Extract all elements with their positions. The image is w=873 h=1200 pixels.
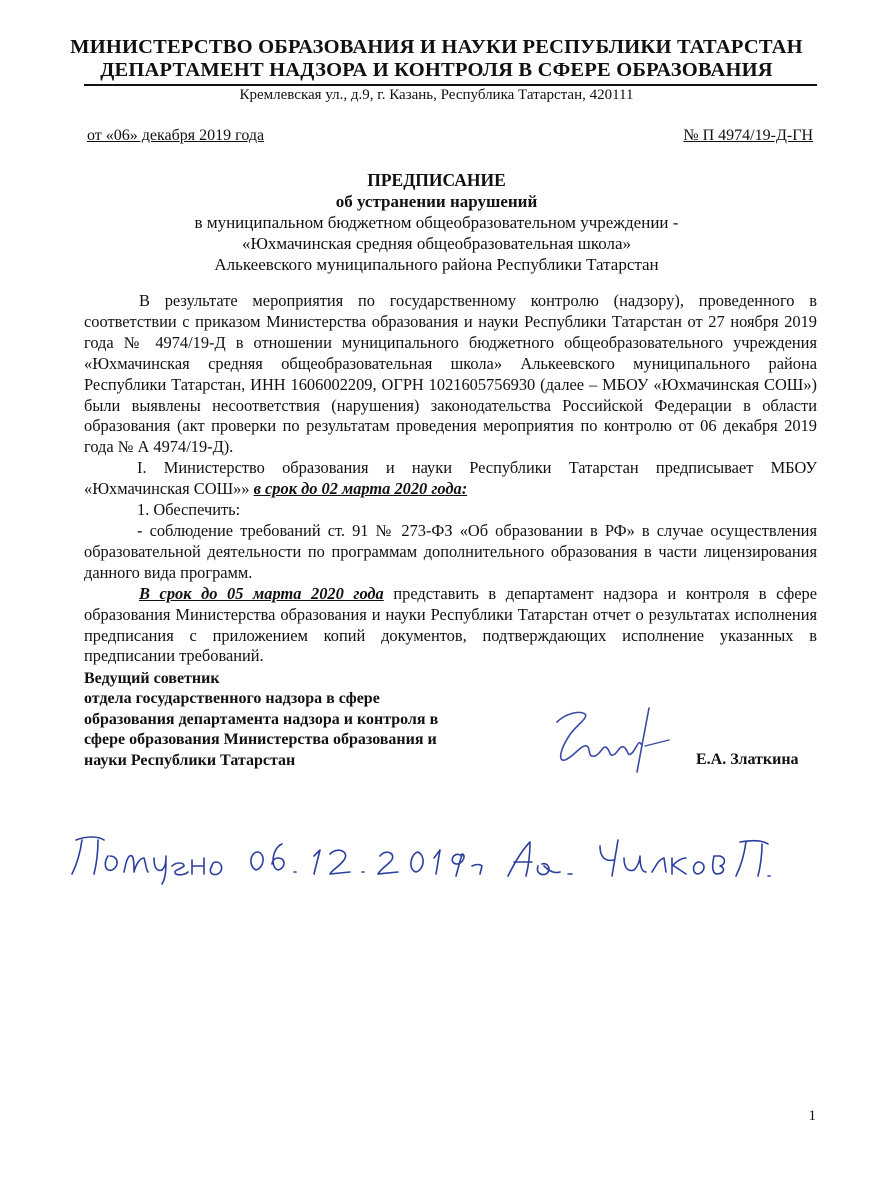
header-address: Кремлевская ул., д.9, г. Казань, Республика Татарстан, 420111 xyxy=(239,87,634,103)
page-number: 1 xyxy=(808,1108,816,1124)
body-paragraph-report xyxy=(84,584,817,668)
ministry-heading: МИНИСТЕРСТВО ОБРАЗОВАНИЯ И НАУКИ РЕСПУБЛИКИ ТАТАРСТАН xyxy=(70,36,803,58)
order-deadline: в срок до 02 марта 2020 года: xyxy=(253,479,468,499)
body-paragraph-inspection: В результате мероприятия по государственному контролю (надзору), проведенного в соответствии с приказом Министерства образования и науки Республики Татарстан от 27 ноября 2019 года № 4974/19-Д в отношении муниципального бюджетного общеобразовательного учреждения «Юхмачинская средняя общеобразовательная школа» Алькеевского муниципального района Республики Татарстан, ИНН 1606002209, ОГРН 1021605756930 (далее – МБОУ «Юхмачинская СОШ») были выявлены несоответствия (нарушения) законодательства Российской Федерации в области образования (акт проверки по результатам проведения мероприятия по контролю от 06 декабря 2019 года № А 4974/19-Д). xyxy=(84,291,817,457)
body-paragraph-order xyxy=(84,458,817,500)
signer-position-line: отдела государственного надзора в сфере xyxy=(84,690,380,708)
document-subtitle: об устранении нарушений xyxy=(335,192,538,211)
handwritten-received-note xyxy=(68,826,778,886)
signer-position xyxy=(84,669,504,771)
report-deadline: В срок до 05 марта 2020 года xyxy=(139,583,384,603)
report-text: представить в департамент надзора и контроля в сфере образования Министерства образования и науки Республики Татарстан отчет о результатах исполнения предписания с приложением копий документов, подтверждающих исполнение указанных в предписании требований. xyxy=(84,583,817,666)
signer-position-line: образования департамента надзора и контроля в xyxy=(84,710,439,728)
department-heading: ДЕПАРТАМЕНТ НАДЗОРА И КОНТРОЛЯ В СФЕРЕ ОБРАЗОВАНИЯ xyxy=(100,59,773,81)
signature-stroke xyxy=(637,708,649,772)
requirement-item-1-detail: - соблюдение требований ст. 91 № 273-ФЗ «Об образовании в РФ» в случае осуществления образовательной деятельности по программам дополнительного образования в части лицензирования данного вида программ. xyxy=(84,520,817,582)
target-organization-line-3: Алькеевского муниципального района Республики Татарстан xyxy=(214,255,659,274)
signature-stroke xyxy=(645,740,669,746)
signer-position-line: сфере образования Министерства образования и xyxy=(84,731,437,749)
document-body xyxy=(84,291,817,667)
signature-stroke xyxy=(557,712,641,760)
signer-position-line: Ведущий советник xyxy=(84,670,220,687)
target-organization-line-1: в муниципальном бюджетном общеобразовательном учреждении - xyxy=(194,213,679,232)
document-title: ПРЕДПИСАНИЕ xyxy=(367,170,506,190)
handwriting-stroke xyxy=(508,842,572,876)
signer-name: Е.А. Златкина xyxy=(696,751,799,768)
order-text: I. Министерство образования и науки Республики Татарстан предписывает МБОУ «Юхмачинская СОШ»» xyxy=(84,458,817,499)
handwritten-signature xyxy=(545,700,675,780)
requirement-item-1: 1. Обеспечить: xyxy=(137,500,241,520)
handwriting-stroke xyxy=(72,837,222,884)
document-number: № П 4974/19-Д-ГН xyxy=(683,127,813,144)
handwriting-stroke xyxy=(600,840,770,876)
signer-position-line: науки Республики Татарстан xyxy=(84,751,296,769)
handwriting-stroke xyxy=(251,844,482,876)
document-date: от «06» декабря 2019 года xyxy=(87,127,265,144)
header-divider xyxy=(84,84,817,86)
target-organization-line-2: «Юхмачинская средняя общеобразовательная школа» xyxy=(241,234,632,253)
